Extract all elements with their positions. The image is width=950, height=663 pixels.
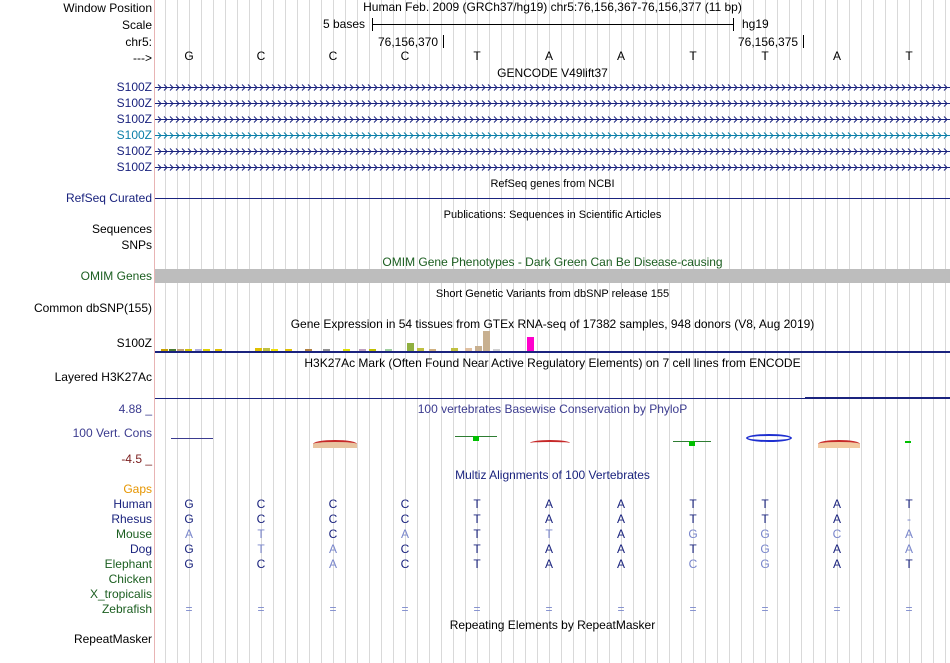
refseq-gene-line[interactable] [155, 198, 950, 199]
alignment-base: C [328, 527, 338, 541]
reference-base: A [832, 49, 841, 63]
conservation-max-label: 4.88 _ [118, 402, 152, 416]
alignment-base: G [760, 557, 770, 571]
multiz-track-title: Multiz Alignments of 100 Vertebrates [455, 468, 650, 482]
alignment-base: T [545, 527, 553, 541]
alignment-base: C [832, 527, 842, 541]
browser-tracks-panel[interactable] [155, 0, 950, 663]
alignment-base: C [256, 512, 266, 526]
alignment-base: A [400, 527, 409, 541]
alignment-base: = [329, 602, 337, 616]
gencode-gene-label[interactable]: S100Z [116, 96, 152, 110]
alignment-base: T [689, 497, 697, 511]
reference-base: C [328, 49, 338, 63]
alignment-base: = [545, 602, 553, 616]
sequences-track-label[interactable]: Sequences [91, 222, 152, 236]
alignment-base: T [473, 527, 481, 541]
window-position-text: Human Feb. 2009 (GRCh37/hg19) chr5:76,156,367-76,156,377 (11 bp) [363, 0, 742, 14]
alignment-base: T [473, 557, 481, 571]
gencode-transcript-line[interactable] [155, 163, 950, 172]
phylop-mark [473, 436, 479, 441]
alignment-base: A [832, 557, 841, 571]
alignment-base: G [760, 527, 770, 541]
alignment-base: T [257, 527, 265, 541]
refseq-track-label[interactable]: RefSeq Curated [65, 191, 152, 205]
gencode-gene-label[interactable]: S100Z [116, 80, 152, 94]
ruler-tick [443, 35, 444, 48]
assembly-label: hg19 [742, 17, 769, 31]
gtex-track-title: Gene Expression in 54 tissues from GTEx RNA-seq of 17382 samples, 948 donors (V8, Aug 2019) [290, 317, 815, 331]
alignment-base: C [256, 497, 266, 511]
reference-base: G [184, 49, 194, 63]
reference-base: T [689, 49, 697, 63]
alignment-base: A [832, 497, 841, 511]
scale-label: Scale [121, 18, 152, 32]
phylop-mark [313, 440, 357, 448]
gtex-tissue-bar[interactable] [527, 337, 534, 351]
scale-bar-right-tick [733, 18, 734, 31]
alignment-base: C [328, 512, 338, 526]
alignment-base: T [473, 542, 481, 556]
alignment-base: = [401, 602, 409, 616]
species-label-chicken: Chicken [108, 572, 152, 586]
scale-bar-label: 5 bases [323, 17, 366, 31]
snps-track-label[interactable]: SNPs [121, 238, 152, 252]
alignment-base: A [544, 512, 553, 526]
refseq-track-title: RefSeq genes from NCBI [490, 178, 615, 190]
alignment-base: T [473, 497, 481, 511]
reference-base: C [400, 49, 410, 63]
dbsnp-track-title: Short Genetic Variants from dbSNP release 155 [435, 288, 670, 300]
gencode-gene-label[interactable]: S100Z [116, 112, 152, 126]
gtex-tissue-bar[interactable] [483, 331, 490, 351]
species-label-rhesus: Rhesus [111, 512, 152, 526]
coordinate-ruler [155, 33, 950, 49]
h3k27ac-track-label[interactable]: Layered H3K27Ac [54, 370, 152, 384]
gaps-label: Gaps [123, 482, 152, 496]
reference-base: A [544, 49, 553, 63]
reference-base: A [616, 49, 625, 63]
alignment-base: - [907, 512, 911, 526]
alignment-base: A [544, 542, 553, 556]
alignment-base: A [832, 542, 841, 556]
alignment-base: G [760, 542, 770, 556]
phylop-mark [818, 440, 860, 448]
alignment-base: A [544, 557, 553, 571]
h3k27ac-track-title: H3K27Ac Mark (Often Found Near Active Regulatory Elements) on 7 cell lines from ENCODE [304, 356, 801, 370]
alignment-base: A [616, 557, 625, 571]
gtex-expression-bars[interactable] [155, 331, 950, 351]
conservation-track-label[interactable]: 100 Vert. Cons [72, 426, 152, 440]
gencode-transcript-line[interactable] [155, 147, 950, 156]
repeatmasker-track-label[interactable]: RepeatMasker [73, 632, 152, 646]
conservation-min-label: -4.5 _ [121, 452, 152, 466]
reference-sequence [155, 49, 950, 63]
alignment-base: T [473, 512, 481, 526]
scale-bar-line [372, 24, 733, 25]
gtex-gene-line [155, 351, 950, 353]
species-label-mouse: Mouse [115, 527, 152, 541]
alignment-base: = [473, 602, 481, 616]
reference-base: T [761, 49, 769, 63]
alignment-base: G [184, 497, 194, 511]
window-position-label: Window Position [63, 1, 152, 15]
alignment-base: C [400, 512, 410, 526]
phylop-track-title: 100 vertebrates Basewise Conservation by PhyloP [417, 402, 688, 416]
dbsnp-track-label[interactable]: Common dbSNP(155) [33, 301, 152, 315]
alignment-base: C [328, 497, 338, 511]
phylop-mark [905, 441, 911, 443]
ruler-tick [803, 35, 804, 48]
alignment-base: A [904, 542, 913, 556]
alignment-base: G [184, 557, 194, 571]
track-labels-column [0, 0, 154, 663]
gencode-transcript-line[interactable] [155, 115, 950, 124]
phylop-mark [746, 434, 792, 442]
ruler-coordinate: 76,156,375 [738, 35, 799, 49]
alignment-base: = [185, 602, 193, 616]
alignment-base: T [689, 512, 697, 526]
alignment-base: A [616, 497, 625, 511]
alignment-base: C [400, 557, 410, 571]
alignment-base: T [905, 497, 913, 511]
alignment-base: A [904, 527, 913, 541]
phylop-conservation-plot[interactable] [155, 425, 950, 455]
alignment-base: C [400, 542, 410, 556]
alignment-base: = [905, 602, 913, 616]
species-label-human: Human [113, 497, 152, 511]
species-label-xtropicalis: X_tropicalis [89, 587, 152, 601]
alignment-base: A [832, 512, 841, 526]
gencode-transcript-line[interactable] [155, 83, 950, 92]
scale-bar-left-tick [372, 18, 373, 31]
h3k27ac-signal [805, 397, 950, 399]
alignment-base: = [833, 602, 841, 616]
alignment-base: = [761, 602, 769, 616]
alignment-base: C [400, 497, 410, 511]
gencode-gene-label[interactable]: S100Z [116, 128, 152, 142]
gtex-gene-label[interactable]: S100Z [116, 336, 152, 350]
alignment-base: G [184, 512, 194, 526]
reference-base: T [905, 49, 913, 63]
omim-gene-bar[interactable] [155, 269, 950, 283]
alignment-base: A [616, 512, 625, 526]
alignment-base: A [616, 542, 625, 556]
omim-track-title: OMIM Gene Phenotypes - Dark Green Can Be Disease-causing [382, 255, 723, 269]
alignment-base: A [544, 497, 553, 511]
multiz-alignment-grid[interactable] [155, 497, 950, 617]
phylop-mark [530, 440, 570, 446]
alignment-base: = [257, 602, 265, 616]
reference-base: C [256, 49, 266, 63]
gtex-tissue-bar[interactable] [407, 343, 414, 351]
gencode-gene-label[interactable]: S100Z [116, 160, 152, 174]
alignment-base: C [688, 557, 698, 571]
alignment-base: G [688, 527, 698, 541]
reference-base: T [473, 49, 481, 63]
repeatmasker-track-title: Repeating Elements by RepeatMasker [449, 618, 656, 632]
gencode-transcript-line[interactable] [155, 131, 950, 140]
ruler-coordinate: 76,156,370 [378, 35, 439, 49]
alignment-base: C [256, 557, 266, 571]
alignment-base: T [905, 557, 913, 571]
gencode-track-title: GENCODE V49lift37 [497, 66, 608, 80]
alignment-base: T [689, 542, 697, 556]
phylop-mark [171, 438, 213, 439]
alignment-base: T [761, 497, 769, 511]
alignment-base: = [617, 602, 625, 616]
alignment-base: A [616, 527, 625, 541]
omim-track-label[interactable]: OMIM Genes [80, 269, 152, 283]
gencode-gene-label[interactable]: S100Z [116, 144, 152, 158]
species-label-zebrafish: Zebrafish [101, 602, 152, 616]
alignment-base: G [184, 542, 194, 556]
alignment-base: A [184, 527, 193, 541]
alignment-base: T [761, 512, 769, 526]
alignment-base: T [257, 542, 265, 556]
strand-arrow-label: ---> [133, 51, 152, 65]
publications-track-title: Publications: Sequences in Scientific Articles [443, 209, 662, 221]
alignment-base: A [328, 557, 337, 571]
species-label-elephant: Elephant [104, 557, 152, 571]
alignment-base: = [689, 602, 697, 616]
gencode-transcript-line[interactable] [155, 99, 950, 108]
species-label-dog: Dog [129, 542, 152, 556]
scale-bar-row [155, 16, 950, 32]
alignment-base: A [328, 542, 337, 556]
phylop-mark [689, 441, 695, 446]
chromosome-label: chr5: [125, 35, 152, 49]
